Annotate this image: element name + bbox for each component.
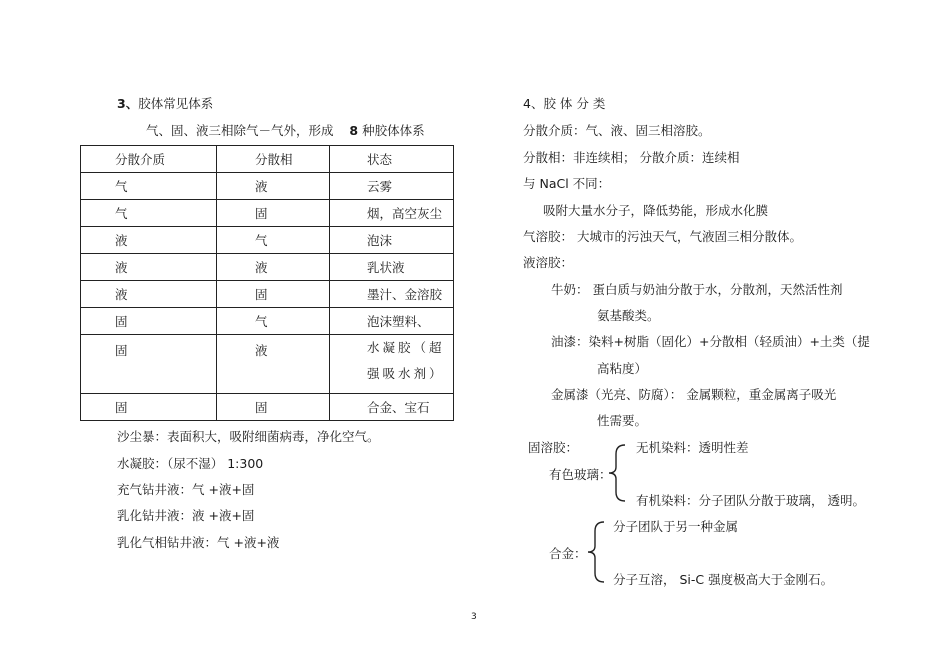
left-line: 沙尘暴：表面积大，吸附细菌病毒，净化空气。 xyxy=(117,429,380,444)
table-cell: 液 xyxy=(217,173,330,200)
metal-paint-line-1: 金属漆（光亮、防腐）： 金属颗粒，重金属离子吸光 xyxy=(551,387,837,402)
left-line: 充气钻井液：气 +液+固 xyxy=(117,482,255,497)
table-cell: 液 xyxy=(217,335,330,394)
table-cell: 烟，高空灰尘 xyxy=(330,200,454,227)
colloid-table xyxy=(80,145,454,421)
organic-dye-line: 有机染料：分子团队分散于玻璃， 透明。 xyxy=(636,493,865,508)
table-row xyxy=(81,254,454,281)
milk-line-2: 氨基酸类。 xyxy=(597,308,660,323)
inorganic-dye-line: 无机染料：透明性差 xyxy=(636,440,749,455)
table-cell: 液 xyxy=(81,254,217,281)
right-line: 吸附大量水分子，降低势能，形成水化膜 xyxy=(543,203,769,218)
table-header-cell: 状态 xyxy=(330,146,454,173)
table-cell: 气 xyxy=(217,227,330,254)
intro-suffix: 种胶体体系 xyxy=(362,123,425,138)
table-cell: 固 xyxy=(81,308,217,335)
solid-sol-label: 固溶胶： xyxy=(528,440,579,455)
table-cell: 气 xyxy=(217,308,330,335)
colored-glass-label: 有色玻璃： xyxy=(549,467,612,482)
right-line: 液溶胶： xyxy=(523,255,574,270)
metal-paint-line-2: 性需要。 xyxy=(597,413,648,428)
intro-text: 气、固、液三相除气－气外，形成 xyxy=(146,123,334,138)
table-row xyxy=(81,173,454,200)
right-line: 分散相：非连续相； 分散介质：连续相 xyxy=(523,150,740,165)
table-header-cell: 分散相 xyxy=(217,146,330,173)
section-3-intro xyxy=(146,123,425,139)
section-4-heading: 4、胶 体 分 类 xyxy=(523,96,606,111)
table-row xyxy=(81,281,454,308)
table-cell: 气 xyxy=(81,173,217,200)
left-line: 水凝胶：（尿不湿） 1:300 xyxy=(117,456,264,471)
left-brace-icon xyxy=(607,444,629,502)
table-cell: 合金、宝石 xyxy=(330,394,454,421)
table-row xyxy=(81,227,454,254)
table-header-cell: 分散介质 xyxy=(81,146,217,173)
right-line: 分散介质：气、液、固三相溶胶。 xyxy=(523,123,711,138)
left-line: 乳化钻井液：液 +液+固 xyxy=(117,508,255,523)
table-header-row xyxy=(81,146,454,173)
table-cell: 气 xyxy=(81,200,217,227)
left-brace-icon xyxy=(586,521,608,583)
table-cell: 固 xyxy=(217,394,330,421)
table-cell: 墨汁、金溶胶 xyxy=(330,281,454,308)
table-cell: 液 xyxy=(217,254,330,281)
table-cell: 液 xyxy=(81,227,217,254)
milk-line-1: 牛奶： 蛋白质与奶油分散于水，分散剂，天然活性剂 xyxy=(551,282,843,297)
alloy-line-1: 分子团队于另一种金属 xyxy=(613,519,739,534)
right-line: 气溶胶： 大城市的污浊天气，气液固三相分散体。 xyxy=(523,229,802,244)
paint-line-2: 高粘度） xyxy=(597,361,648,376)
section-3-number: 3、 xyxy=(117,96,139,111)
table-row xyxy=(81,200,454,227)
intro-number: 8 xyxy=(349,123,359,138)
table-cell: 云雾 xyxy=(330,173,454,200)
table-row xyxy=(81,308,454,335)
table-cell: 固 xyxy=(81,335,217,394)
right-line: 与 NaCl 不同： xyxy=(523,176,611,191)
alloy-line-2: 分子互溶， Si-C 强度极高大于金刚石。 xyxy=(613,572,834,587)
table-row xyxy=(81,394,454,421)
table-cell: 固 xyxy=(81,394,217,421)
table-cell: 固 xyxy=(217,281,330,308)
section-3-heading xyxy=(117,96,213,112)
table-row xyxy=(81,335,454,394)
paint-line-1: 油漆：染料+树脂（固化）+分散相（轻质油）+土类（提 xyxy=(551,334,870,349)
table-cell: 水凝胶（超强吸水剂） xyxy=(330,335,454,394)
table-cell: 固 xyxy=(217,200,330,227)
table-cell: 乳状液 xyxy=(330,254,454,281)
page-number: 3 xyxy=(471,612,477,622)
table-cell: 泡沫塑料、 xyxy=(330,308,454,335)
section-3-title: 胶体常见体系 xyxy=(138,96,214,111)
alloy-label: 合金： xyxy=(549,546,587,561)
left-line: 乳化气相钻井液：气 +液+液 xyxy=(117,535,280,550)
table-cell: 泡沫 xyxy=(330,227,454,254)
table-cell: 液 xyxy=(81,281,217,308)
